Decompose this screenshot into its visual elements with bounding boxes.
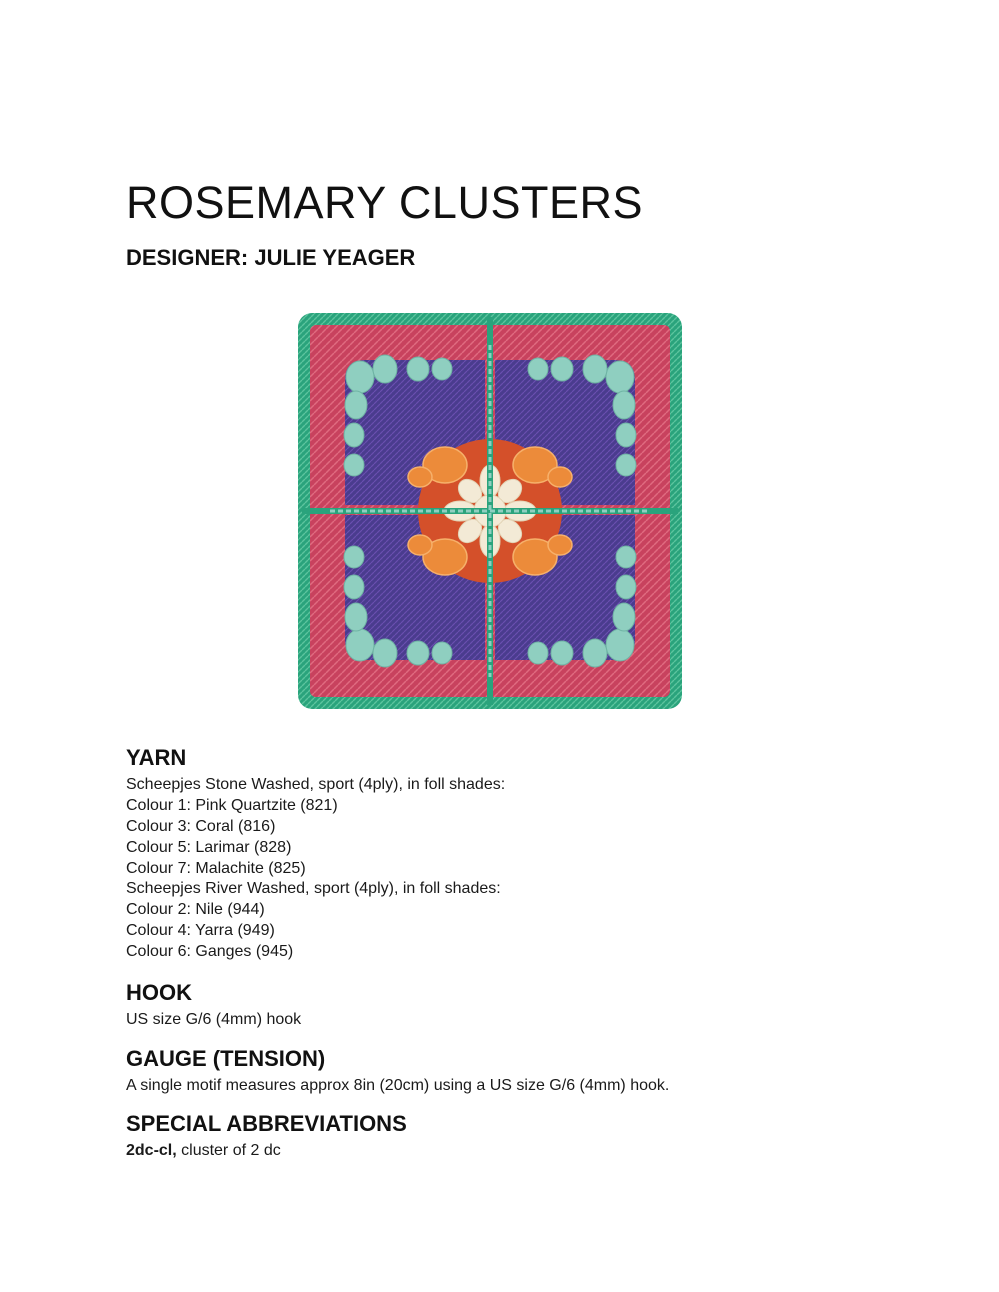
crochet-square-photo [290, 305, 690, 717]
yarn-line: Scheepjes River Washed, sport (4ply), in foll shades: [126, 880, 501, 898]
yarn-line: Colour 7: Malachite (825) [126, 859, 306, 877]
abbreviations-section [126, 1111, 886, 1162]
yarn-line: Colour 1: Pink Quartzite (821) [126, 797, 338, 815]
yarn-line: Colour 4: Yarra (949) [126, 921, 275, 939]
abbreviation-term: 2dc-cl, [126, 1142, 177, 1160]
hook-section [126, 980, 886, 1031]
yarn-line: Colour 3: Coral (816) [126, 817, 276, 835]
page-title: ROSEMARY CLUSTERS [126, 177, 643, 228]
yarn-line: Colour 6: Ganges (945) [126, 942, 294, 960]
yarn-heading: YARN [126, 745, 187, 770]
gauge-heading: GAUGE (TENSION) [126, 1046, 326, 1071]
gauge-text: A single motif measures approx 8in (20cm) using a US size G/6 (4mm) hook. [126, 1077, 670, 1095]
yarn-line: Scheepjes Stone Washed, sport (4ply), in foll shades: [126, 776, 506, 794]
yarn-line: Colour 5: Larimar (828) [126, 838, 292, 856]
gauge-section [126, 1046, 886, 1097]
designer-credit: DESIGNER: JULIE YEAGER [126, 245, 416, 270]
yarn-section [126, 745, 886, 963]
yarn-line: Colour 2: Nile (944) [126, 901, 265, 919]
hook-heading: HOOK [126, 980, 192, 1005]
hook-text: US size G/6 (4mm) hook [126, 1011, 302, 1029]
abbreviation-definition: cluster of 2 dc [176, 1142, 281, 1160]
abbreviations-heading: SPECIAL ABBREVIATIONS [126, 1111, 407, 1136]
abbreviation-entry [126, 1141, 886, 1162]
